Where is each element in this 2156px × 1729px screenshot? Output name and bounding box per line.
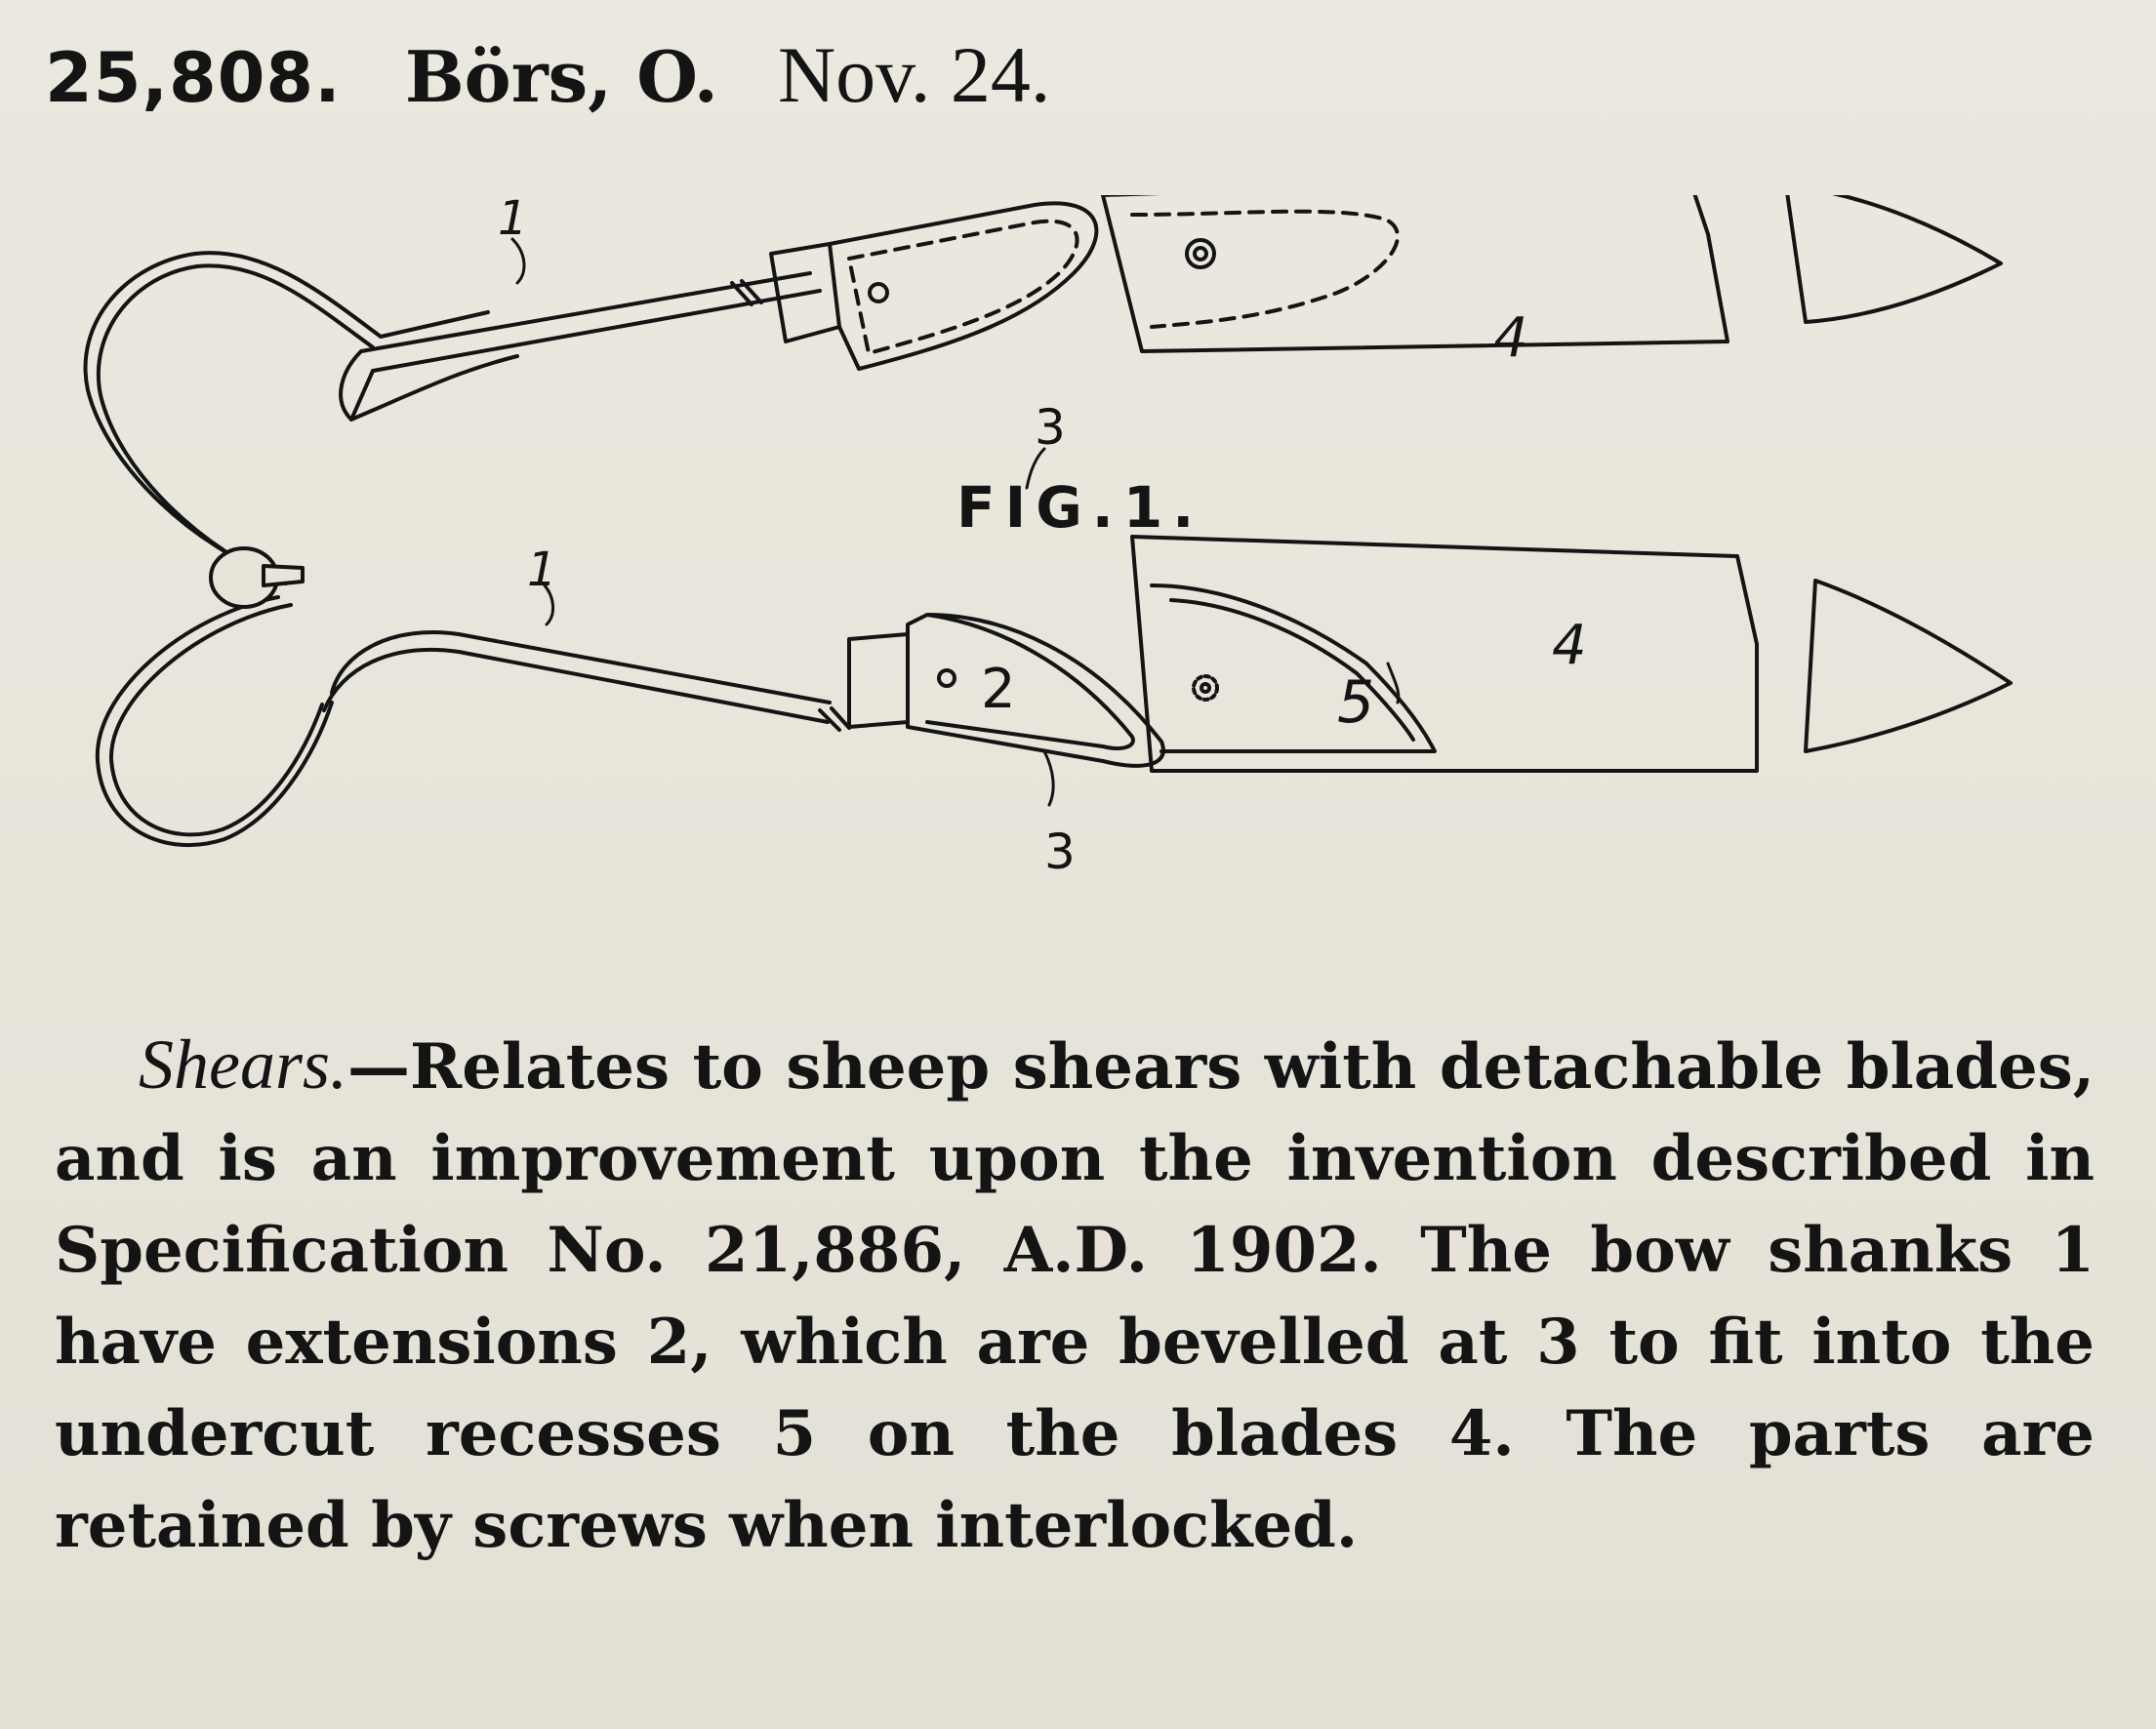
- patent-figure: [68, 195, 2098, 937]
- patent-date: Nov. 24.: [777, 30, 1051, 119]
- callout-5: 5: [1337, 668, 1375, 737]
- callout-2: 2: [981, 658, 1016, 721]
- upper-blade: [1103, 195, 2001, 351]
- callout-3-upper: 3: [1035, 399, 1066, 456]
- abstract-paragraph: [55, 1019, 2095, 1572]
- callout-4-lower: 4: [1552, 614, 1587, 677]
- patent-number: 25,808.: [45, 38, 342, 118]
- figure-label: FIG.1.: [956, 474, 1204, 541]
- lower-shank: [324, 632, 849, 730]
- abstract-body: —Relates to sheep shears with detachable blades, and is an improvement upon the invention described in Specification No. 21,886, A.D. 1902. The bow shanks 1 have extensions 2, which are bevelled at 3 to fit into the undercut recesses 5 on the blades 4. The parts are retained by screws when interlocked.: [55, 1030, 2095, 1562]
- callout-4-upper: 4: [1493, 306, 1528, 370]
- callout-1-lower: 1: [527, 543, 557, 597]
- callout-3-lower: 3: [1044, 824, 1076, 880]
- patent-header: [45, 29, 1050, 146]
- callout-1-upper: 1: [498, 195, 528, 246]
- upper-extension: [771, 203, 1096, 369]
- abstract-title: Shears.: [139, 1025, 347, 1104]
- upper-shank: [341, 273, 820, 420]
- inventor-name: Börs, O.: [404, 35, 718, 118]
